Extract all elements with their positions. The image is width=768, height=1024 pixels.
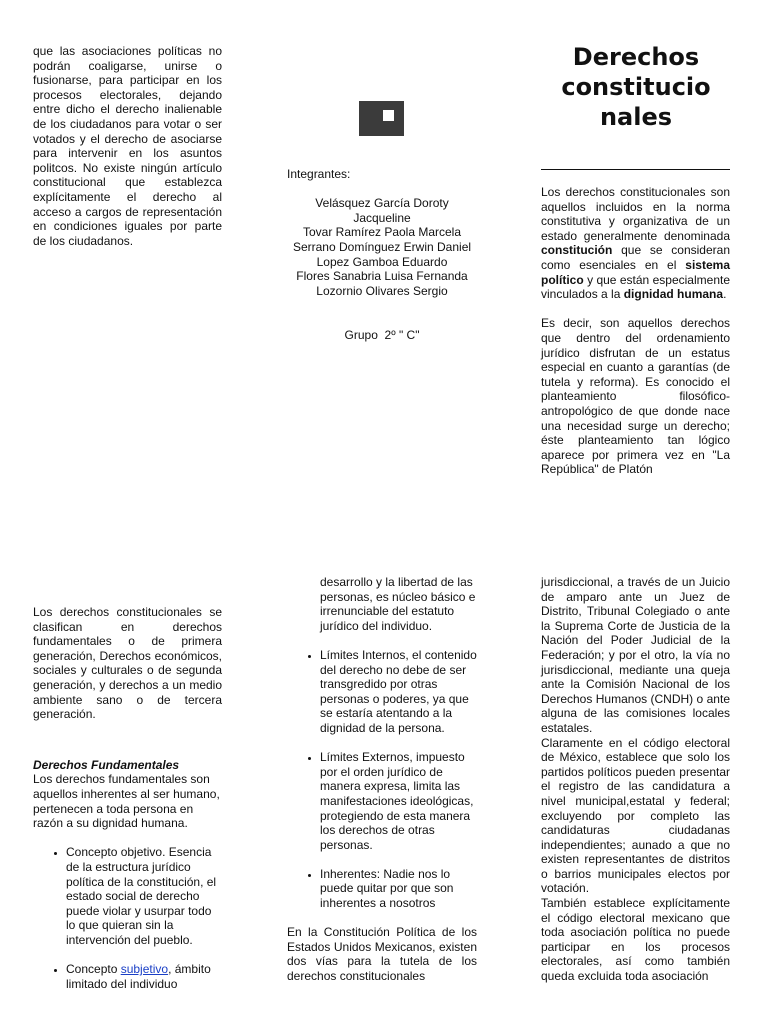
classification-paragraph: Los derechos constitucionales se clasifican en derechos fundamentales o de primera generación, Derechos económicos, sociales y culturales o de segunda generación, y derechos a un medio ambiente sano o de tercera generación.	[33, 605, 222, 722]
fundamental-bullets	[33, 845, 222, 991]
page1-middle-column	[287, 167, 477, 342]
page2-middle-column	[287, 575, 477, 984]
bold-term-sistema-politico: sistema político	[541, 257, 730, 287]
member-name: Serrano Domínguez Erwin Daniel	[292, 239, 472, 254]
member-name: Lopez Gamboa Eduardo	[316, 254, 448, 269]
text-run: que se consideran como esenciales en el	[541, 243, 730, 272]
logo-square	[383, 110, 394, 121]
text-run: , ámbito limitado del individuo	[66, 962, 211, 991]
members-list	[287, 196, 477, 298]
page1-left-column	[33, 44, 222, 248]
list-item: • Concepto objetivo. Esencia de la estructura jurídico política de la constitución, el estado social de derecho puede violar y usurpar todo lo que quieran sin la intervención del pueblo.	[66, 845, 222, 947]
page1-right-column	[541, 185, 730, 477]
member-name: Flores Sanabria Luisa Fernanda	[296, 269, 468, 284]
tutela-paragraph: En la Constitución Política de los Estados Unidos Mexicanos, existen dos vías para la tutela de los derechos constitucionales	[287, 925, 477, 984]
text-run: Los derechos constitucionales son aquellos incluidos en la norma constitutiva y organizativa de un estado generalmente denominada	[541, 185, 730, 243]
text-run: Concepto	[66, 962, 121, 977]
title-divider	[541, 169, 730, 170]
list-item	[66, 962, 222, 991]
integrantes-label: Integrantes:	[287, 167, 351, 181]
title-line: Derechos	[572, 43, 700, 71]
continuation-text: desarrollo y la libertad de las personas, es núcleo básico e irrenunciable del estatuto jurídico del individuo.	[320, 575, 476, 633]
member-name: Lozornio Olivares Sergio	[316, 283, 448, 298]
bold-term-dignidad-humana: dignidad humana	[623, 287, 724, 302]
section-heading: Derechos Fundamentales	[33, 757, 180, 772]
list-item: • Límites Externos, impuesto por el orden jurídico de manera expresa, limita las manifestaciones ideológicas, protegiendo de esta manera los derechos de otras personas.	[320, 750, 477, 852]
page2-right-column	[541, 575, 730, 984]
list-item: • Inherentes: Nadie nos lo puede quitar por que son inherentes a nosotros	[320, 867, 477, 911]
association-paragraph: También establece explícitamente el código electoral mexicano que toda asociación política no puede participar en los procesos electorales, así como también queda excluida toda asociación	[541, 896, 730, 984]
bold-term-constitucion: constitución	[541, 243, 613, 258]
jurisdiction-paragraph: jurisdiccional, a través de un Juicio de amparo ante un Juez de Distrito, Tribunal Colegiado o ante la Suprema Corte de Justicia de la Nación del Poder Judicial de la Federación; y por el otro, la vía no jurisdiccional, mediante una queja ante la Comisión Nacional de los Derechos Humanos (CNDH) o ante alguna de las comisiones locales estatales.	[541, 575, 730, 735]
fundamental-definition: Los derechos fundamentales son aquellos inherentes al ser humano, pertenecen a toda persona en razón a su dignidad humana.	[33, 772, 220, 831]
explanation-paragraph: Es decir, son aquellos derechos que dentro del ordenamiento jurídico disfrutan de un estatus especial en cuanto a garantías (de tutela y reforma). Es conocido el planteamiento filosófico-antropológico de que donde nace una necesidad surge un derecho; éste planteamiento tan lógico aparece por primera vez en "La República" de Platón	[541, 316, 730, 477]
subjetivo-link[interactable]: subjetivo	[120, 962, 169, 977]
electoral-code-paragraph: Claramente en el código electoral de México, establece que solo los partidos políticos pueden presentar el registro de las candidatura a nivel municipal,estatal y federal; excluyendo por completo las candidaturas ciudadanas independientes; aunado a que no existen representantes de distritos o barrios municipales electos por votación.	[541, 735, 730, 896]
title-line: constitucio	[561, 73, 711, 101]
limits-bullets	[287, 648, 477, 911]
page2-left-column	[33, 605, 222, 1006]
definition-paragraph	[541, 185, 730, 302]
text-run: .	[723, 287, 727, 302]
text-run: y que están especialmente vinculados a la	[541, 272, 730, 302]
page1-left-paragraph: que las asociaciones políticas no podrán coaligarse, unirse o fusionarse, para participar en los procesos electorales, dejando entre dicho el derecho inalienable de los ciudadanos para votar o ser votados y el derecho de asociarse para intervenir en los asuntos politcos. No existe ningún artículo constitucional que establezca explícitamente el derecho al acceso a cargos de representación en condiciones iguales por parte de los ciudadanos.	[33, 44, 222, 248]
member-name: Tovar Ramírez Paola Marcela	[302, 225, 462, 240]
list-item: • Límites Internos, el contenido del derecho no debe de ser transgredido por otras personas o poderes, ya que se estaría atentando a la dignidad de la persona.	[320, 648, 477, 736]
grupo-label: Grupo 2º " C"	[344, 327, 420, 342]
page-title	[540, 42, 732, 132]
title-line: nales	[599, 103, 673, 131]
logo-icon	[359, 101, 404, 136]
member-name: Velásquez García Doroty Jacqueline	[315, 196, 449, 225]
